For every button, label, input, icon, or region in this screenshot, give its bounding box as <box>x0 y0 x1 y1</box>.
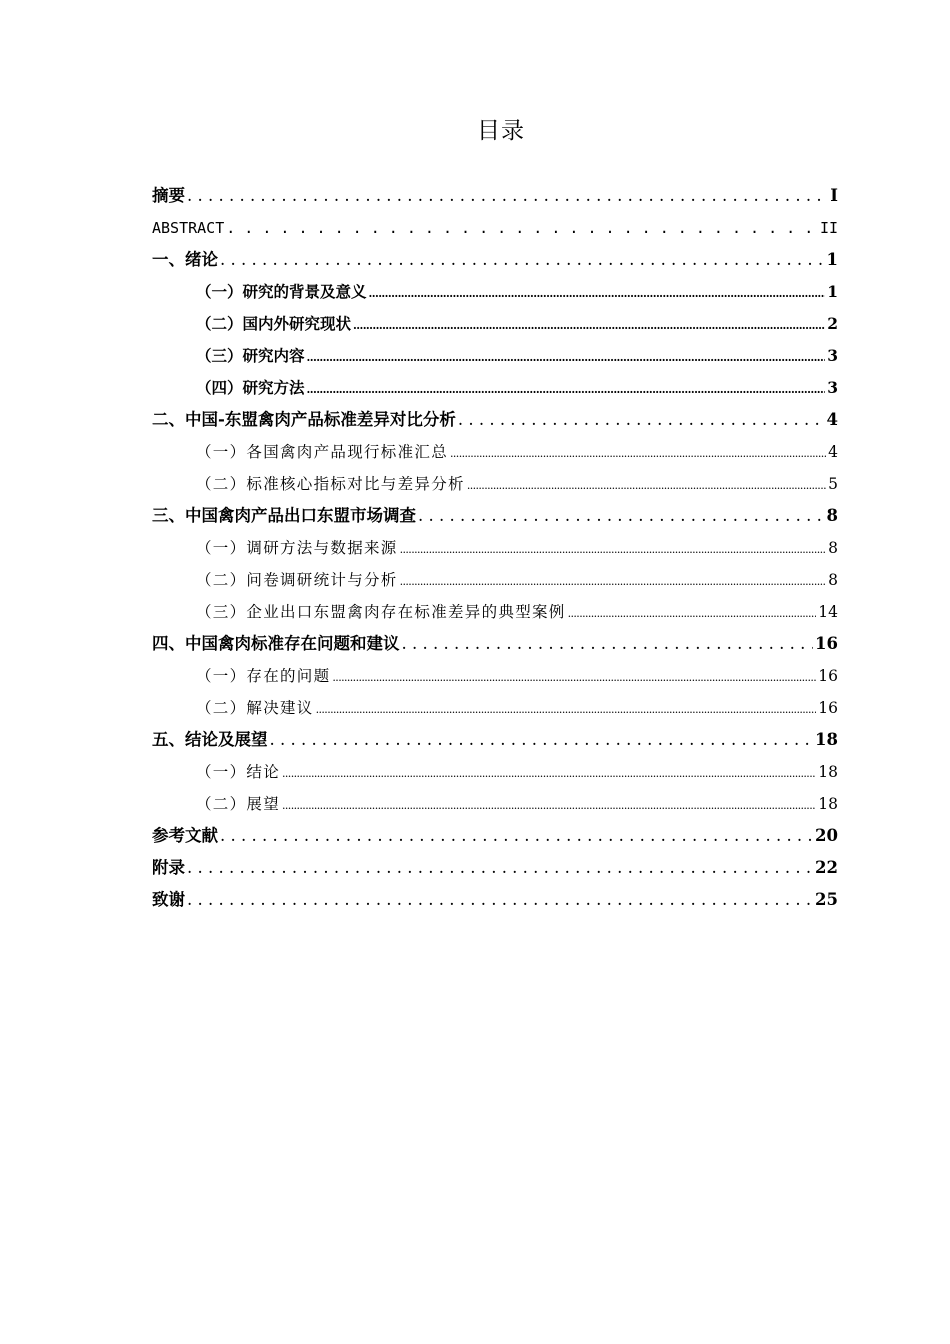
toc-entry-page: 4 <box>828 443 838 461</box>
toc-entry-page: 16 <box>818 699 838 717</box>
toc-entry-label: 附录 <box>152 858 185 877</box>
dot-leader <box>220 820 813 852</box>
toc-entry-chapter-1[interactable] <box>152 244 838 276</box>
toc-entry-page: 1 <box>826 250 838 269</box>
dot-leader <box>467 468 826 502</box>
toc-entry-label: （三）研究内容 <box>196 346 305 365</box>
dot-leader <box>450 436 826 470</box>
toc-entry-label: （二）展望 <box>196 795 281 813</box>
dot-leader <box>187 852 813 884</box>
toc-entry-section-1-2[interactable] <box>152 308 838 340</box>
dot-leader <box>458 404 825 436</box>
toc-entry-label: 五、结论及展望 <box>152 730 268 749</box>
toc-entry-section-1-3[interactable] <box>152 340 838 372</box>
dot-leader <box>400 532 827 566</box>
toc-entry-chapter-3[interactable] <box>152 500 838 532</box>
dot-leader <box>187 180 828 212</box>
toc-entry-label: （一）各国禽肉产品现行标准汇总 <box>196 443 449 461</box>
toc-entry-label: ABSTRACT <box>152 219 225 237</box>
toc-entry-label: （一）调研方法与数据来源 <box>196 539 398 557</box>
toc-entry-section-3-2[interactable] <box>152 564 838 596</box>
toc-entry-page: 3 <box>827 378 838 397</box>
toc-entry-page: 14 <box>818 603 838 621</box>
toc-entry-label: （二）问卷调研统计与分析 <box>196 571 398 589</box>
dot-leader <box>353 308 825 342</box>
dot-leader <box>400 564 827 598</box>
toc-entry-page: 3 <box>827 346 838 365</box>
dot-leader <box>418 500 825 532</box>
toc-entry-acknowledgements[interactable] <box>152 884 838 916</box>
toc-entry-label: 摘要 <box>152 186 185 205</box>
toc-entry-page: I <box>830 186 838 205</box>
toc-entry-appendix[interactable] <box>152 852 838 884</box>
toc-entry-page: 8 <box>828 571 838 589</box>
dot-leader <box>220 244 825 276</box>
toc-entry-chapter-5[interactable] <box>152 724 838 756</box>
toc-entry-page: 16 <box>818 667 838 685</box>
dot-leader <box>568 596 817 630</box>
toc-entry-label: （二）解决建议 <box>196 699 314 717</box>
toc-entry-page: 1 <box>827 282 838 301</box>
toc-entry-page: 20 <box>815 826 838 845</box>
toc-entry-abstract-cn[interactable] <box>152 180 838 212</box>
toc-entry-label: 四、中国禽肉标准存在问题和建议 <box>152 634 400 653</box>
toc-entry-label: （一）研究的背景及意义 <box>196 282 367 301</box>
toc-entry-page: 8 <box>826 506 838 525</box>
dot-leader <box>187 884 813 916</box>
toc-entry-page: 18 <box>815 730 838 749</box>
toc-entry-label: 一、绪论 <box>152 250 218 269</box>
toc-entry-page: 18 <box>818 795 838 813</box>
toc-entry-label: 三、中国禽肉产品出口东盟市场调查 <box>152 506 416 525</box>
toc-entry-section-5-2[interactable] <box>152 788 838 820</box>
toc-entry-page: 18 <box>818 763 838 781</box>
toc-entry-abstract-en[interactable] <box>152 212 838 244</box>
toc-entry-label: （三）企业出口东盟禽肉存在标准差异的典型案例 <box>196 603 566 621</box>
toc-entry-page: 5 <box>828 475 838 493</box>
toc-entry-page: 22 <box>815 858 838 877</box>
dot-leader <box>226 212 818 244</box>
toc-entry-section-4-1[interactable] <box>152 660 838 692</box>
dot-leader <box>316 692 817 726</box>
toc-entry-page: 8 <box>828 539 838 557</box>
toc-entry-page: 16 <box>815 634 838 653</box>
toc-entry-chapter-4[interactable] <box>152 628 838 660</box>
dot-leader <box>402 628 814 660</box>
toc-entry-section-1-4[interactable] <box>152 372 838 404</box>
dot-leader <box>270 724 814 756</box>
toc-entry-section-1-1[interactable] <box>152 276 838 308</box>
toc-entry-page: II <box>819 219 838 237</box>
toc-entry-page: 25 <box>815 890 838 909</box>
dot-leader <box>282 756 816 790</box>
dot-leader <box>369 276 826 310</box>
toc-entry-section-2-2[interactable] <box>152 468 838 500</box>
toc-entry-section-5-1[interactable] <box>152 756 838 788</box>
toc-entry-chapter-2[interactable] <box>152 404 838 436</box>
toc-entry-label: （二）国内外研究现状 <box>196 314 352 333</box>
toc-entry-section-3-1[interactable] <box>152 532 838 564</box>
dot-leader <box>332 660 816 694</box>
toc-entry-label: （一）结论 <box>196 763 281 781</box>
toc-entry-label: 二、中国-东盟禽肉产品标准差异对比分析 <box>152 410 456 429</box>
toc-entry-label: （二）标准核心指标对比与差异分析 <box>196 475 465 493</box>
toc-entry-label: （四）研究方法 <box>196 378 305 397</box>
toc-entry-section-3-3[interactable] <box>152 596 838 628</box>
toc-entry-page: 2 <box>827 314 838 333</box>
dot-leader <box>307 340 826 374</box>
toc-entry-label: 致谢 <box>152 890 185 909</box>
page-title: 目录 <box>477 118 525 144</box>
dot-leader <box>282 788 816 822</box>
toc-entry-page: 4 <box>826 410 838 429</box>
toc-entry-references[interactable] <box>152 820 838 852</box>
table-of-contents <box>152 180 838 916</box>
toc-entry-label: 参考文献 <box>152 826 218 845</box>
dot-leader <box>307 372 826 406</box>
toc-entry-section-4-2[interactable] <box>152 692 838 724</box>
toc-entry-section-2-1[interactable] <box>152 436 838 468</box>
toc-entry-label: （一）存在的问题 <box>196 667 331 685</box>
